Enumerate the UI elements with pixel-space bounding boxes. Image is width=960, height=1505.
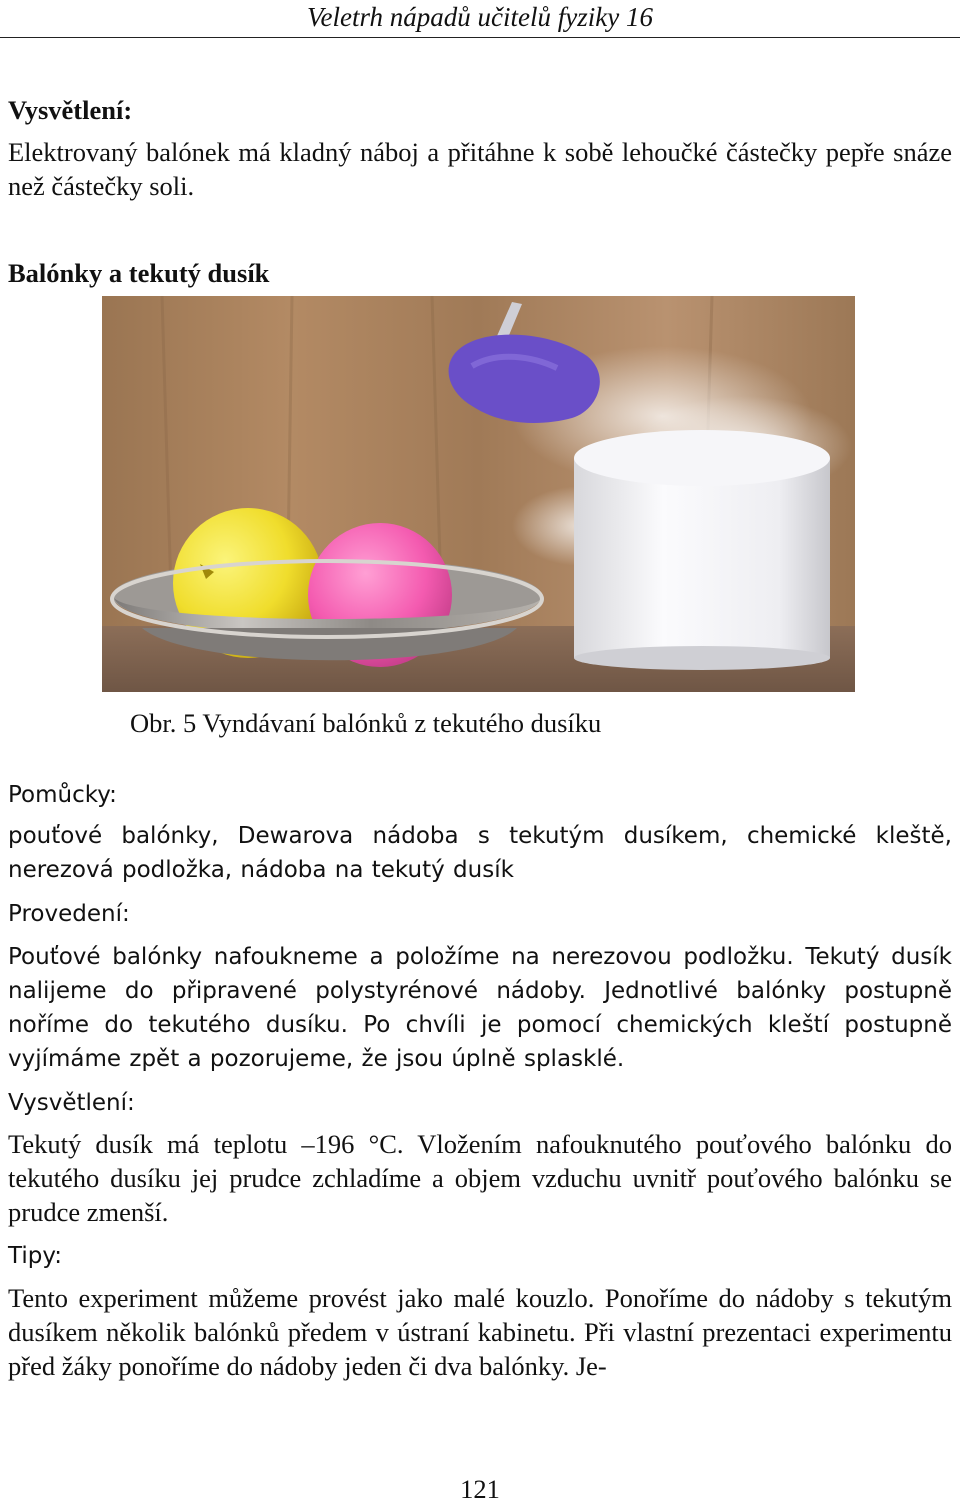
experiment-photo-illustration: [102, 296, 855, 692]
procedure-paragraph: Pouťové balónky nafoukneme a položíme na nerezovou podložku. Tekutý dusík nalijeme do připravené polystyrénové nádoby. Jednotlivé balónky postupně noříme do tekutého dusíku. Po chvíli je pomocí chemických kleští postupně vyjímáme zpět a pozorujeme, že jsou úplně splasklé.: [8, 944, 952, 1072]
experiment-photo: [102, 296, 855, 692]
running-header: [0, 0, 960, 38]
section-heading-explanation-2: Vysvětlení:: [8, 1090, 135, 1116]
page-number: 121: [460, 1474, 500, 1504]
section-heading-explanation: Vysvětlení:: [8, 95, 133, 125]
explanation-paragraph: Elektrovaný balónek má kladný náboj a přitáhne k sobě lehoučké částečky pepře snáze než částečky soli.: [8, 137, 952, 201]
header-title: Veletrh nápadů učitelů fyziky 16: [307, 2, 653, 32]
tips-paragraph: Tento experiment můžeme provést jako malé kouzlo. Ponoříme do nádoby s tekutým dusíkem několik balónků předem v ústraní kabinetu. Při vlastní prezentaci experimentu před žáky ponoříme do nádoby jeden či dva balónky. Je-: [8, 1283, 952, 1381]
materials-paragraph: pouťové balónky, Dewarova nádoba s tekutým dusíkem, chemické kleště, nerezová podložka, nádoba na tekutý dusík: [8, 823, 952, 883]
section-heading-tips: Tipy:: [8, 1243, 63, 1269]
section-heading-materials: Pomůcky:: [8, 782, 117, 808]
figure-caption: Obr. 5 Vyndávaní balónků z tekutého dusíku: [130, 708, 602, 738]
explanation-2-paragraph: Tekutý dusík má teplotu –196 °C. Vložením nafouknutého pouťového balónku do tekutého dusíku jej prudce zchladíme a objem vzduchu uvnitř pouťového balónku se prudce zmenší.: [8, 1129, 952, 1227]
section-heading-procedure: Provedení:: [8, 901, 130, 927]
experiment-title: Balónky a tekutý dusík: [8, 258, 270, 288]
